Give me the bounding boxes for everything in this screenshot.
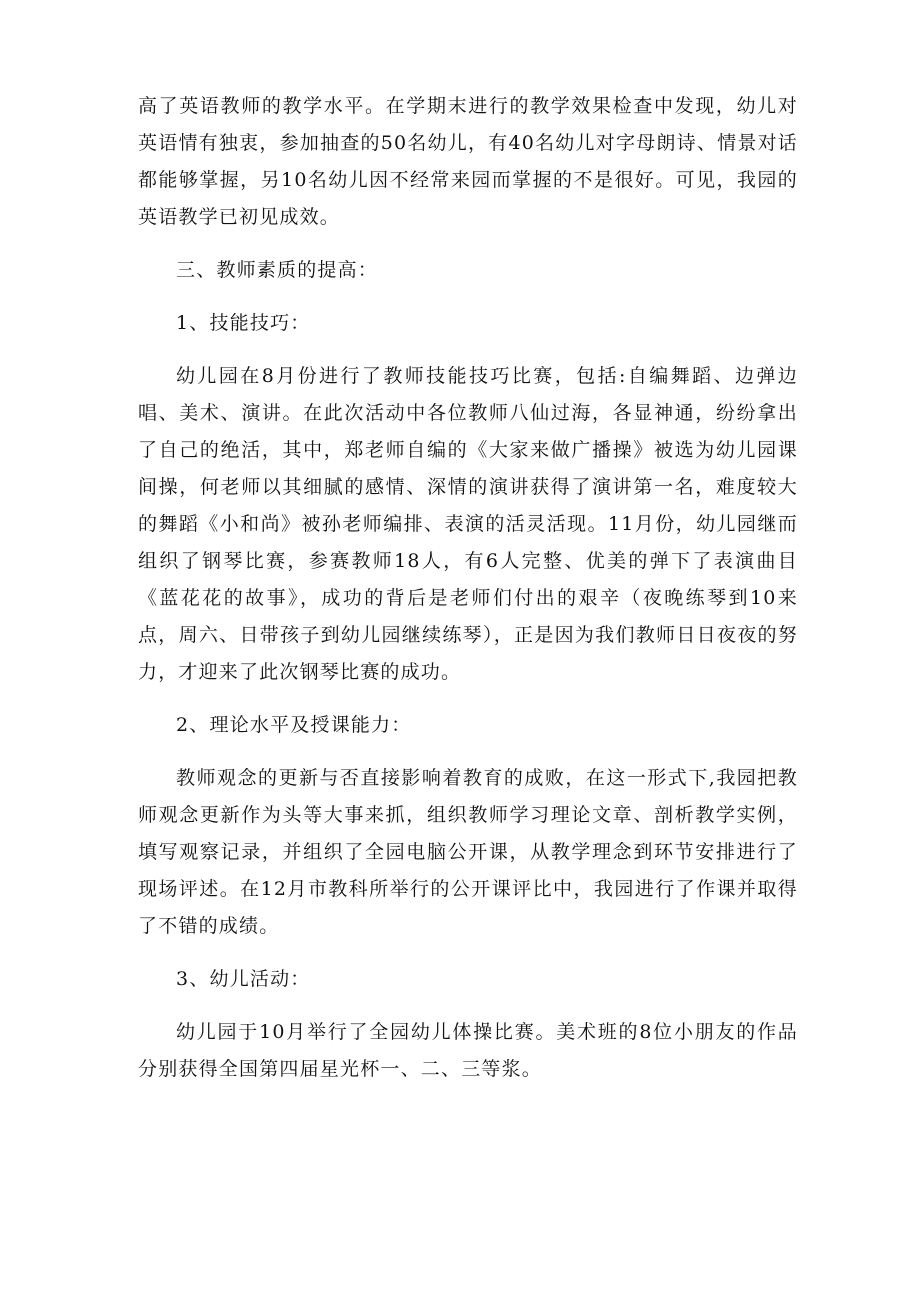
subheading-children-activities: 3、幼儿活动： — [176, 968, 311, 990]
subheading-skills: 1、技能技巧： — [176, 312, 311, 334]
paragraph-theory-and-teaching: 教师观念的更新与否直接影响着教育的成败，在这一形式下,我园把教师观念更新作为头等大事来抓，组织教师学习理论文章、剖析教学实例，填写观察记录，并组织了全园电脑公开课，从教学理念到环节安排进行了现场评述。在12月市教科所举行的公开课评比中，我园进行了作课并取得了不错的成绩。 — [138, 767, 798, 937]
paragraph-english-teaching-summary: 高了英语教师的教学水平。在学期末进行的教学效果检查中发现，幼儿对英语情有独衷，参加抽查的50名幼儿，有40名幼儿对字母朗诗、情景对话都能够掌握，另10名幼儿因不经常来园而掌握的不是很好。可见，我园的英语教学已初见成效。 — [138, 95, 798, 228]
document-body — [138, 88, 798, 1104]
paragraph-skills-competition: 幼儿园在8月份进行了教师技能技巧比赛，包括:自编舞蹈、边弹边唱、美术、演讲。在此次活动中各位教师八仙过海，各显神通，纷纷拿出了自己的绝活，其中，郑老师自编的《大家来做广播操》被选为幼儿园课间操，何老师以其细腻的感情、深情的演讲获得了演讲第一名，难度较大的舞蹈《小和尚》被孙老师编排、表演的活灵活现。11月份，幼儿园继而组织了钢琴比赛，参赛教师18人，有6人完整、优美的弹下了表演曲目《蓝花花的故事》，成功的背后是老师们付出的艰辛（夜晚练琴到10来点，周六、日带孩子到幼儿园继续练琴），正是因为我们教师日日夜夜的努力，才迎来了此次钢琴比赛的成功。 — [138, 365, 798, 683]
paragraph-children-activities: 幼儿园于10月举行了全园幼儿体操比赛。美术班的8位小朋友的作品分别获得全国第四届星光杯一、二、三等浆。 — [138, 1021, 798, 1080]
subheading-theory-and-teaching: 2、理论水平及授课能力： — [176, 714, 412, 736]
section-heading-teacher-quality: 三、教师素质的提高： — [176, 259, 379, 281]
